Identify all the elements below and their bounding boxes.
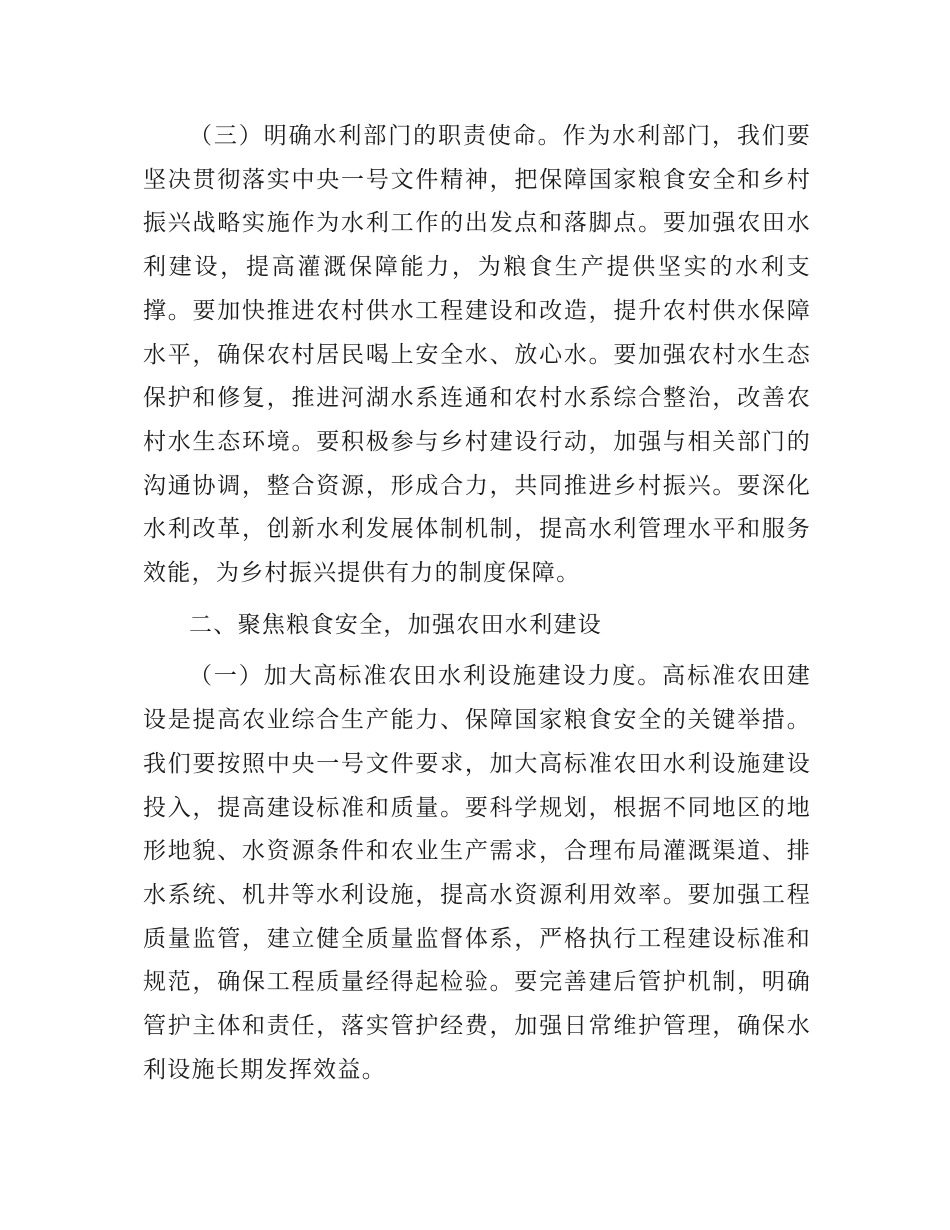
document-body — [143, 115, 811, 1100]
paragraph-farmland-water-facilities: （一）加大高标准农田水利设施建设力度。高标准农田建设是提高农业综合生产能力、保障国家粮食安全的关键举措。我们要按照中央一号文件要求，加大高标准农田水利设施建设投入，提高建设标准和质量。要科学规划，根据不同地区的地形地貌、水资源条件和农业生产需求，合理布局灌溉渠道、排水系统、机井等水利设施，提高水资源利用效率。要加强工程质量监管，建立健全质量监督体系，严格执行工程建设标准和规范，确保工程质量经得起检验。要完善建后管护机制，明确管护主体和责任，落实管护经费，加强日常维护管理，确保水利设施长期发挥效益。 — [143, 663, 811, 1083]
section-heading-food-security: 二、聚焦粮食安全，加强农田水利建设 — [189, 611, 603, 638]
paragraph-responsibility-mission: （三）明确水利部门的职责使命。作为水利部门，我们要坚决贯彻落实中央一号文件精神，把保障国家粮食安全和乡村振兴战略实施作为水利工作的出发点和落脚点。要加强农田水利建设，提高灌溉保障能力，为粮食生产提供坚实的水利支撑。要加快推进农村供水工程建设和改造，提升农村供水保障水平，确保农村居民喝上安全水、放心水。要加强农村水生态保护和修复，推进河湖水系连通和农村水系综合整治，改善农村水生态环境。要积极参与乡村建设行动，加强与相关部门的沟通协调，整合资源，形成合力，共同推进乡村振兴。要深化水利改革，创新水利发展体制机制，提高水利管理水平和服务效能，为乡村振兴提供有力的制度保障。 — [143, 123, 811, 587]
